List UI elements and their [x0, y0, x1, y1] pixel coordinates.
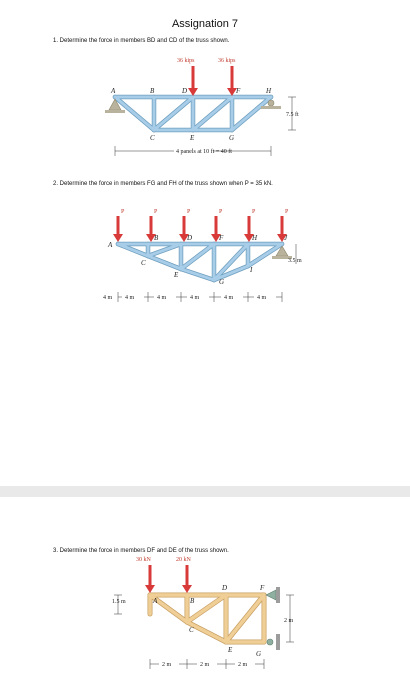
fig2-load-P-1: P [121, 209, 125, 215]
fig2-panel-label-2: 4 m [157, 295, 167, 301]
fig3-load-label-1: 30 kN [136, 557, 151, 563]
fig3-panel-label-3: 2 m [238, 662, 248, 668]
fig1-node-F: F [236, 87, 241, 95]
fig1-load-label-2: 36 kips [218, 58, 236, 64]
fig3-node-D: D [222, 584, 228, 592]
fig2-height-label: 3.5 m [288, 258, 302, 264]
fig3-node-C: C [189, 626, 194, 634]
fig1-node-B: B [150, 87, 155, 95]
fig1-node-A: A [111, 87, 116, 95]
fig2-node-F: F [219, 234, 224, 242]
fig2-load-P-5: P [252, 209, 256, 215]
fig3-right-height-label: 2 m [284, 618, 294, 624]
fig3-panel-label-1: 2 m [162, 662, 172, 668]
fig2-node-A: A [108, 241, 113, 249]
fig3-node-B: B [190, 597, 195, 605]
fig2-node-B: B [154, 234, 159, 242]
fig3-left-height-label: 1.5 m [112, 599, 126, 605]
fig2-panel-label-6: 4 m [103, 295, 113, 301]
fig2-load-P-3: P [187, 209, 191, 215]
fig2-node-J: J [284, 234, 288, 242]
fig1-node-D: D [182, 87, 188, 95]
fig3-load-label-2: 20 kN [176, 557, 191, 563]
fig1-span-label: 4 panels at 10 ft = 40 ft [176, 149, 232, 155]
question-1: 1. Determine the force in members BD and CD of the truss shown. [53, 38, 230, 44]
fig2-node-E: E [174, 271, 179, 279]
fig2-load-P-2: P [154, 209, 158, 215]
fig2-node-C: C [141, 259, 146, 267]
fig1-height-label: 7.5 ft [286, 112, 299, 118]
fig3-node-A: A [153, 597, 158, 605]
fig2-load-P-4: P [219, 209, 223, 215]
fig3-panel-label-2: 2 m [200, 662, 210, 668]
fig2-panel-label-5: 4 m [257, 295, 267, 301]
fig3-node-E: E [228, 646, 233, 654]
truss-figure-3 [0, 497, 410, 700]
fig2-panel-label-3: 4 m [190, 295, 200, 301]
fig2-load-P-6: P [285, 209, 289, 215]
assignment-title: Assignation 7 [171, 18, 239, 30]
fig2-node-G: G [219, 278, 225, 286]
fig1-load-label-1: 36 kips [177, 58, 195, 64]
fig2-node-H: H [252, 234, 258, 242]
fig2-node-I: I [250, 266, 253, 274]
fig1-node-E: E [190, 134, 195, 142]
fig3-node-F: F [260, 584, 265, 592]
question-2: 2. Determine the force in members FG and FH of the truss shown when P = 35 kN. [53, 181, 273, 187]
fig1-node-G: G [229, 134, 235, 142]
question-3: 3. Determine the force in members DF and DE of the truss shown. [53, 548, 229, 554]
fig1-node-H: H [266, 87, 272, 95]
fig2-node-D: D [187, 234, 193, 242]
page-2 [0, 497, 410, 700]
fig2-panel-label-4: 4 m [224, 295, 234, 301]
fig3-node-G: G [256, 650, 262, 658]
fig2-panel-label-1: 4 m [125, 295, 135, 301]
fig1-node-C: C [150, 134, 155, 142]
